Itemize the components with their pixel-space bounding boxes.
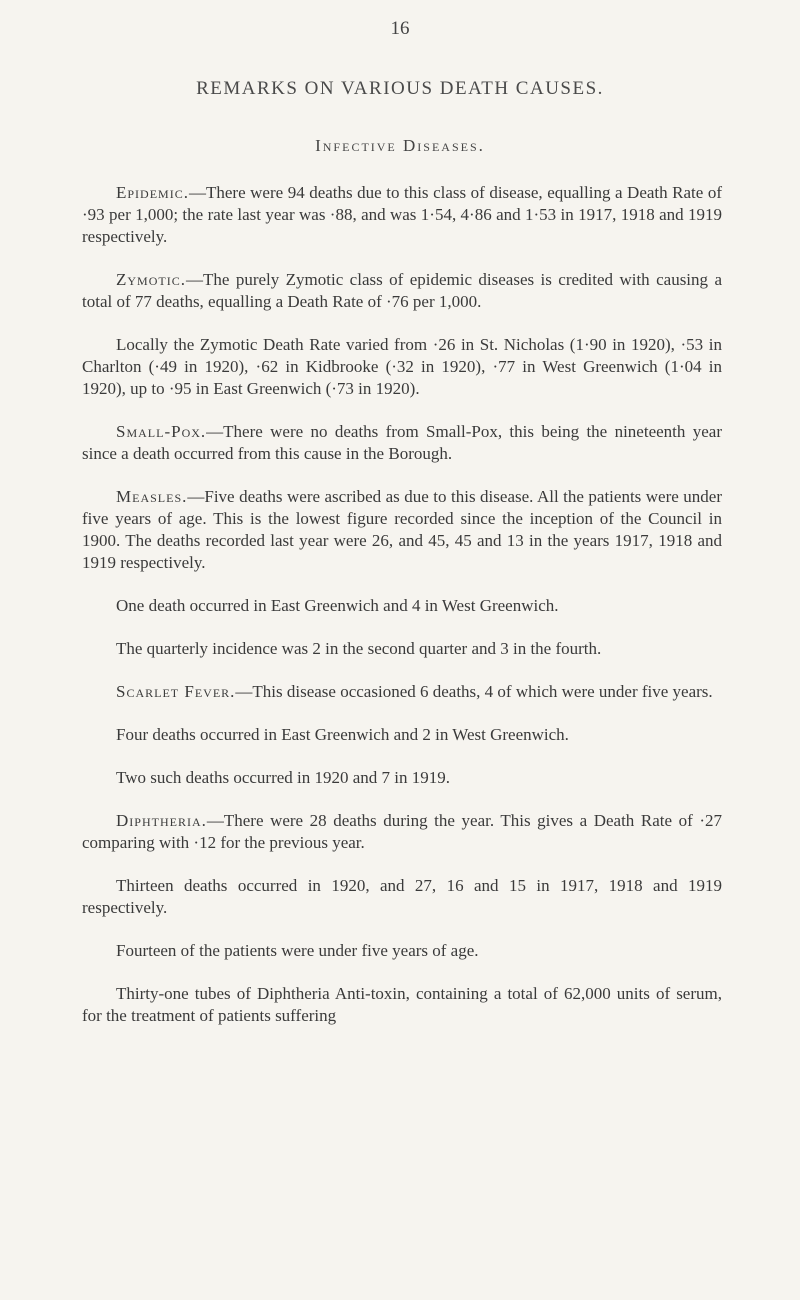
paragraph-text: —This disease occasioned 6 deaths, 4 of which were under five years. <box>235 682 713 701</box>
paragraph-epidemic <box>82 182 722 248</box>
section-subtitle: Infective Diseases. <box>315 136 485 155</box>
paragraph-diphtheria-antitoxin <box>82 983 722 1027</box>
paragraph-diphtheria <box>82 810 722 854</box>
paragraph-text: Thirteen deaths occurred in 1920, and 27, 16 and 15 in 1917, 1918 and 1919 respectively. <box>82 876 722 917</box>
paragraph-text: Thirty-one tubes of Diphtheria Anti-toxin, containing a total of 62,000 units of serum, for the treatment of patients suffering <box>82 984 722 1025</box>
paragraph-zymotic-local <box>82 334 722 400</box>
paragraph-measles-quarterly <box>82 638 722 660</box>
paragraph-measles <box>82 486 722 574</box>
paragraph-heading: Scarlet Fever. <box>116 682 236 701</box>
paragraph-heading: Epidemic. <box>116 183 189 202</box>
paragraph-scarlet-local <box>82 724 722 746</box>
body-text <box>82 182 722 1048</box>
paragraph-heading: Small-Pox. <box>116 422 207 441</box>
paragraph-text: —Five deaths were ascribed as due to this disease. All the patients were under five years of age. This is the lowest figure recorded since the inception of the Council in 1900. The deaths recorded last year were 26, and 45, 45 and 13 in the years 1917, 1918 and 1919 respectively. <box>82 487 722 572</box>
paragraph-text: One death occurred in East Greenwich and 4 in West Greenwich. <box>116 596 559 615</box>
paragraph-text: Locally the Zymotic Death Rate varied from ·26 in St. Nicholas (1·90 in 1920), ·53 in Charlton (·49 in 1920), ·62 in Kidbrooke (·32 in 1920), ·77 in West Greenwich (1·04 in 1920), up to ·95 in East Greenwich (·73 in 1920). <box>82 335 722 398</box>
paragraph-small-pox <box>82 421 722 465</box>
paragraph-text: Two such deaths occurred in 1920 and 7 in 1919. <box>116 768 451 787</box>
paragraph-diphtheria-age <box>82 940 722 962</box>
paragraph-scarlet-fever <box>82 681 722 703</box>
paragraph-text: —The purely Zymotic class of epidemic diseases is credited with causing a total of 77 deaths, equalling a Death Rate of ·76 per 1,000. <box>82 270 722 311</box>
paragraph-heading: Zymotic. <box>116 270 186 289</box>
page-number: 16 <box>390 18 410 39</box>
paragraph-diphtheria-years <box>82 875 722 919</box>
paragraph-text: Four deaths occurred in East Greenwich and 2 in West Greenwich. <box>116 725 569 744</box>
paragraph-heading: Measles. <box>116 487 188 506</box>
page-title: REMARKS ON VARIOUS DEATH CAUSES. <box>196 78 604 99</box>
paragraph-text: The quarterly incidence was 2 in the second quarter and 3 in the fourth. <box>116 639 602 658</box>
paragraph-measles-local <box>82 595 722 617</box>
paragraph-scarlet-previous <box>82 767 722 789</box>
paragraph-text: Fourteen of the patients were under five years of age. <box>116 941 479 960</box>
paragraph-text: —There were no deaths from Small-Pox, this being the nineteenth year since a death occurred from this cause in the Borough. <box>82 422 722 463</box>
paragraph-text: —There were 94 deaths due to this class of disease, equalling a Death Rate of ·93 per 1,000; the rate last year was ·88, and was 1·54, 4·86 and 1·53 in 1917, 1918 and 1919 respectively. <box>82 183 722 246</box>
paragraph-text: —There were 28 deaths during the year. This gives a Death Rate of ·27 comparing with ·12 for the previous year. <box>82 811 722 852</box>
paragraph-heading: Diphtheria. <box>116 811 207 830</box>
paragraph-zymotic <box>82 269 722 313</box>
